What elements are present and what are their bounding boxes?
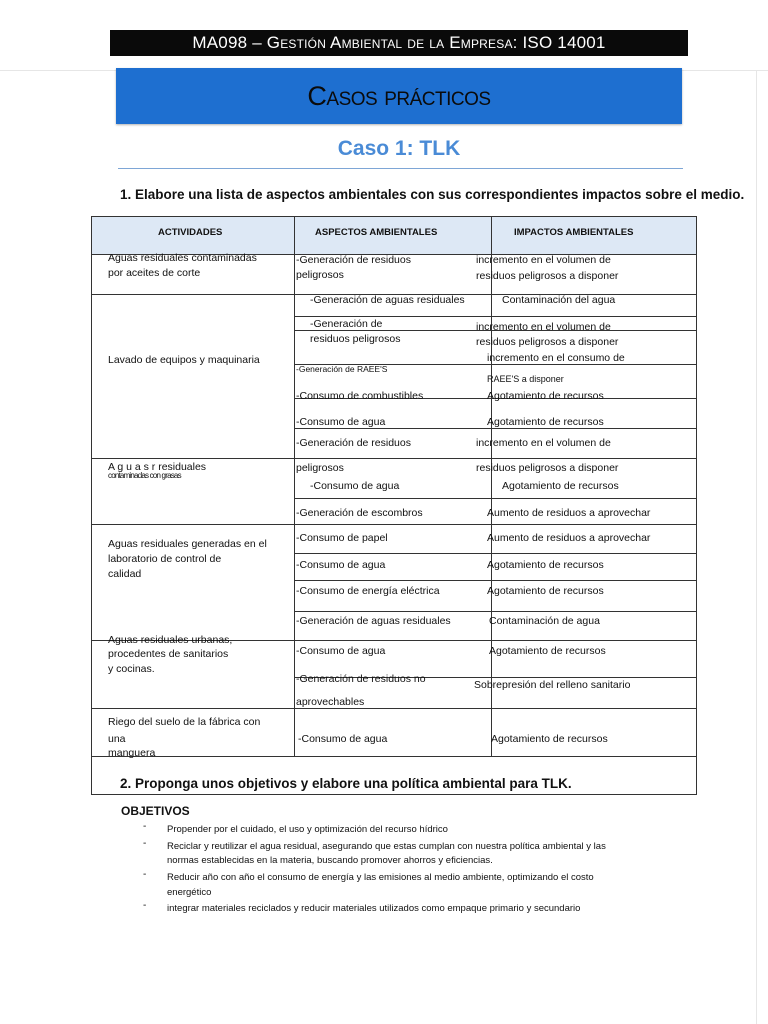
header-impacts: IMPACTOS AMBIENTALES (514, 227, 634, 238)
impact-text: residuos peligrosos a disponer (476, 270, 619, 282)
activity-text: A g u a s r residuales (108, 461, 207, 473)
impact-text: Agotamiento de recursos (489, 645, 606, 657)
activity-text: procedentes de sanitarios (108, 648, 229, 660)
impact-text: Agotamiento de recursos (502, 480, 619, 492)
table-line (91, 524, 697, 525)
activity-text: laboratorio de control de (108, 553, 222, 565)
title-box (116, 68, 682, 124)
objectives-title: OBJETIVOS (121, 804, 190, 818)
activity-text: por aceites de corte (108, 267, 201, 279)
activity-text: Riego del suelo de la fábrica con (108, 716, 261, 728)
aspect-text: -Generación de RAEE'S (296, 364, 388, 374)
table-line (491, 216, 492, 756)
header-activities: ACTIVIDADES (158, 227, 223, 238)
question-1: 1. Elabore una lista de aspectos ambientales con sus correspondientes impactos sobre el medio. (120, 187, 745, 202)
impact-text: Agotamiento de recursos (487, 559, 604, 571)
activity-text: Aguas residuales generadas en el (108, 538, 267, 550)
aspect-text: peligrosos (296, 462, 344, 474)
impact-text: Agotamiento de recursos (487, 390, 604, 402)
impact-text: Agotamiento de recursos (487, 416, 604, 428)
objective-item: Reciclar y reutilizar el agua residual, asegurando que estas cumplan con nuestra política ambiental y las (167, 841, 606, 852)
impact-text: incremento en el volumen de (476, 254, 611, 266)
aspect-text: -Consumo de combustibles (296, 390, 424, 402)
impact-text: residuos peligrosos a disponer (476, 462, 619, 474)
table-line (91, 708, 697, 709)
aspect-text: -Consumo de papel (296, 532, 388, 544)
aspect-text: -Generación de residuos (296, 254, 411, 266)
table-line (294, 216, 295, 756)
aspect-text: -Consumo de energía eléctrica (296, 585, 440, 597)
aspect-text: aprovechables (296, 696, 365, 708)
impact-text: RAEE'S a disponer (487, 374, 564, 384)
activity-text: manguera (108, 747, 156, 759)
impact-text: residuos peligrosos a disponer (476, 336, 619, 348)
impact-text: Agotamiento de recursos (487, 585, 604, 597)
question-2: 2. Proponga unos objetivos y elabore una política ambiental para TLK. (120, 776, 572, 791)
aspect-text: residuos peligrosos (310, 333, 401, 345)
impact-text: incremento en el volumen de (476, 437, 611, 449)
aspect-text: -Generación de residuos (296, 437, 411, 449)
aspect-text: -Consumo de agua (310, 480, 400, 492)
objective-item-continued: normas establecidas en la materia, buscando promover ahorros y eficiencias. (167, 855, 493, 866)
aspect-text: -Generación de aguas residuales (310, 294, 465, 306)
impact-text: incremento en el consumo de (487, 352, 625, 364)
bullet-dash: - (143, 838, 147, 849)
activity-text: una (108, 733, 126, 745)
page-right-edge (756, 70, 757, 1024)
aspect-text: -Generación de (310, 318, 383, 330)
activity-text: Lavado de equipos y maquinaria (108, 354, 260, 366)
activity-text: y cocinas. (108, 663, 155, 675)
impact-text: Contaminación de agua (489, 615, 600, 627)
table-line (91, 794, 697, 795)
aspect-text: -Consumo de agua (296, 645, 386, 657)
table-line (294, 611, 697, 612)
objective-item: Reducir año con año el consumo de energía y las emisiones al medio ambiente, optimizando el costo (167, 872, 594, 883)
bullet-dash: - (143, 821, 147, 832)
impact-text: Contaminación del agua (502, 294, 616, 306)
table-line (294, 498, 697, 499)
aspect-text: -Generación de residuos no (296, 673, 426, 685)
table-line (91, 458, 697, 459)
case-title: Caso 1: TLK (337, 137, 461, 160)
aspect-text: -Generación de escombros (296, 507, 423, 519)
header-aspects: ASPECTOS AMBIENTALES (315, 227, 438, 238)
impact-text: Sobrepresión del relleno sanitario (474, 679, 631, 691)
bullet-dash: - (143, 869, 147, 880)
objective-item: integrar materiales reciclados y reducir materiales utilizados como empaque primario y secundario (167, 903, 581, 914)
case-title-rule (118, 168, 683, 169)
bullet-dash: - (143, 900, 147, 911)
table-line (294, 580, 697, 581)
activity-text: Aguas residuales contaminadas (108, 252, 257, 264)
activity-text: Aguas residuales urbanas, (108, 634, 233, 646)
activity-text: contaminadas con grasas (108, 471, 181, 480)
objective-item: Propender por el cuidado, el uso y optimización del recurso hídrico (167, 824, 448, 835)
activity-text: calidad (108, 568, 142, 580)
impact-text: Aumento de residuos a aprovechar (487, 507, 651, 519)
table-line (91, 756, 697, 757)
impact-text: Aumento de residuos a aprovechar (487, 532, 651, 544)
aspect-text: -Consumo de agua (296, 416, 386, 428)
aspect-text: -Generación de aguas residuales (296, 615, 451, 627)
impact-text: Agotamiento de recursos (491, 733, 608, 745)
table-line (91, 216, 697, 217)
impact-text: incremento en el volumen de (476, 321, 611, 333)
objective-item-continued: energético (167, 887, 212, 898)
course-banner: MA098 – Gestión Ambiental de la Empresa: ISO 14001 (110, 30, 688, 56)
table-line (294, 553, 697, 554)
aspect-text: -Consumo de agua (296, 559, 386, 571)
aspect-text: peligrosos (296, 269, 344, 281)
page-title: Casos prácticos (307, 81, 491, 111)
aspect-text: -Consumo de agua (298, 733, 388, 745)
